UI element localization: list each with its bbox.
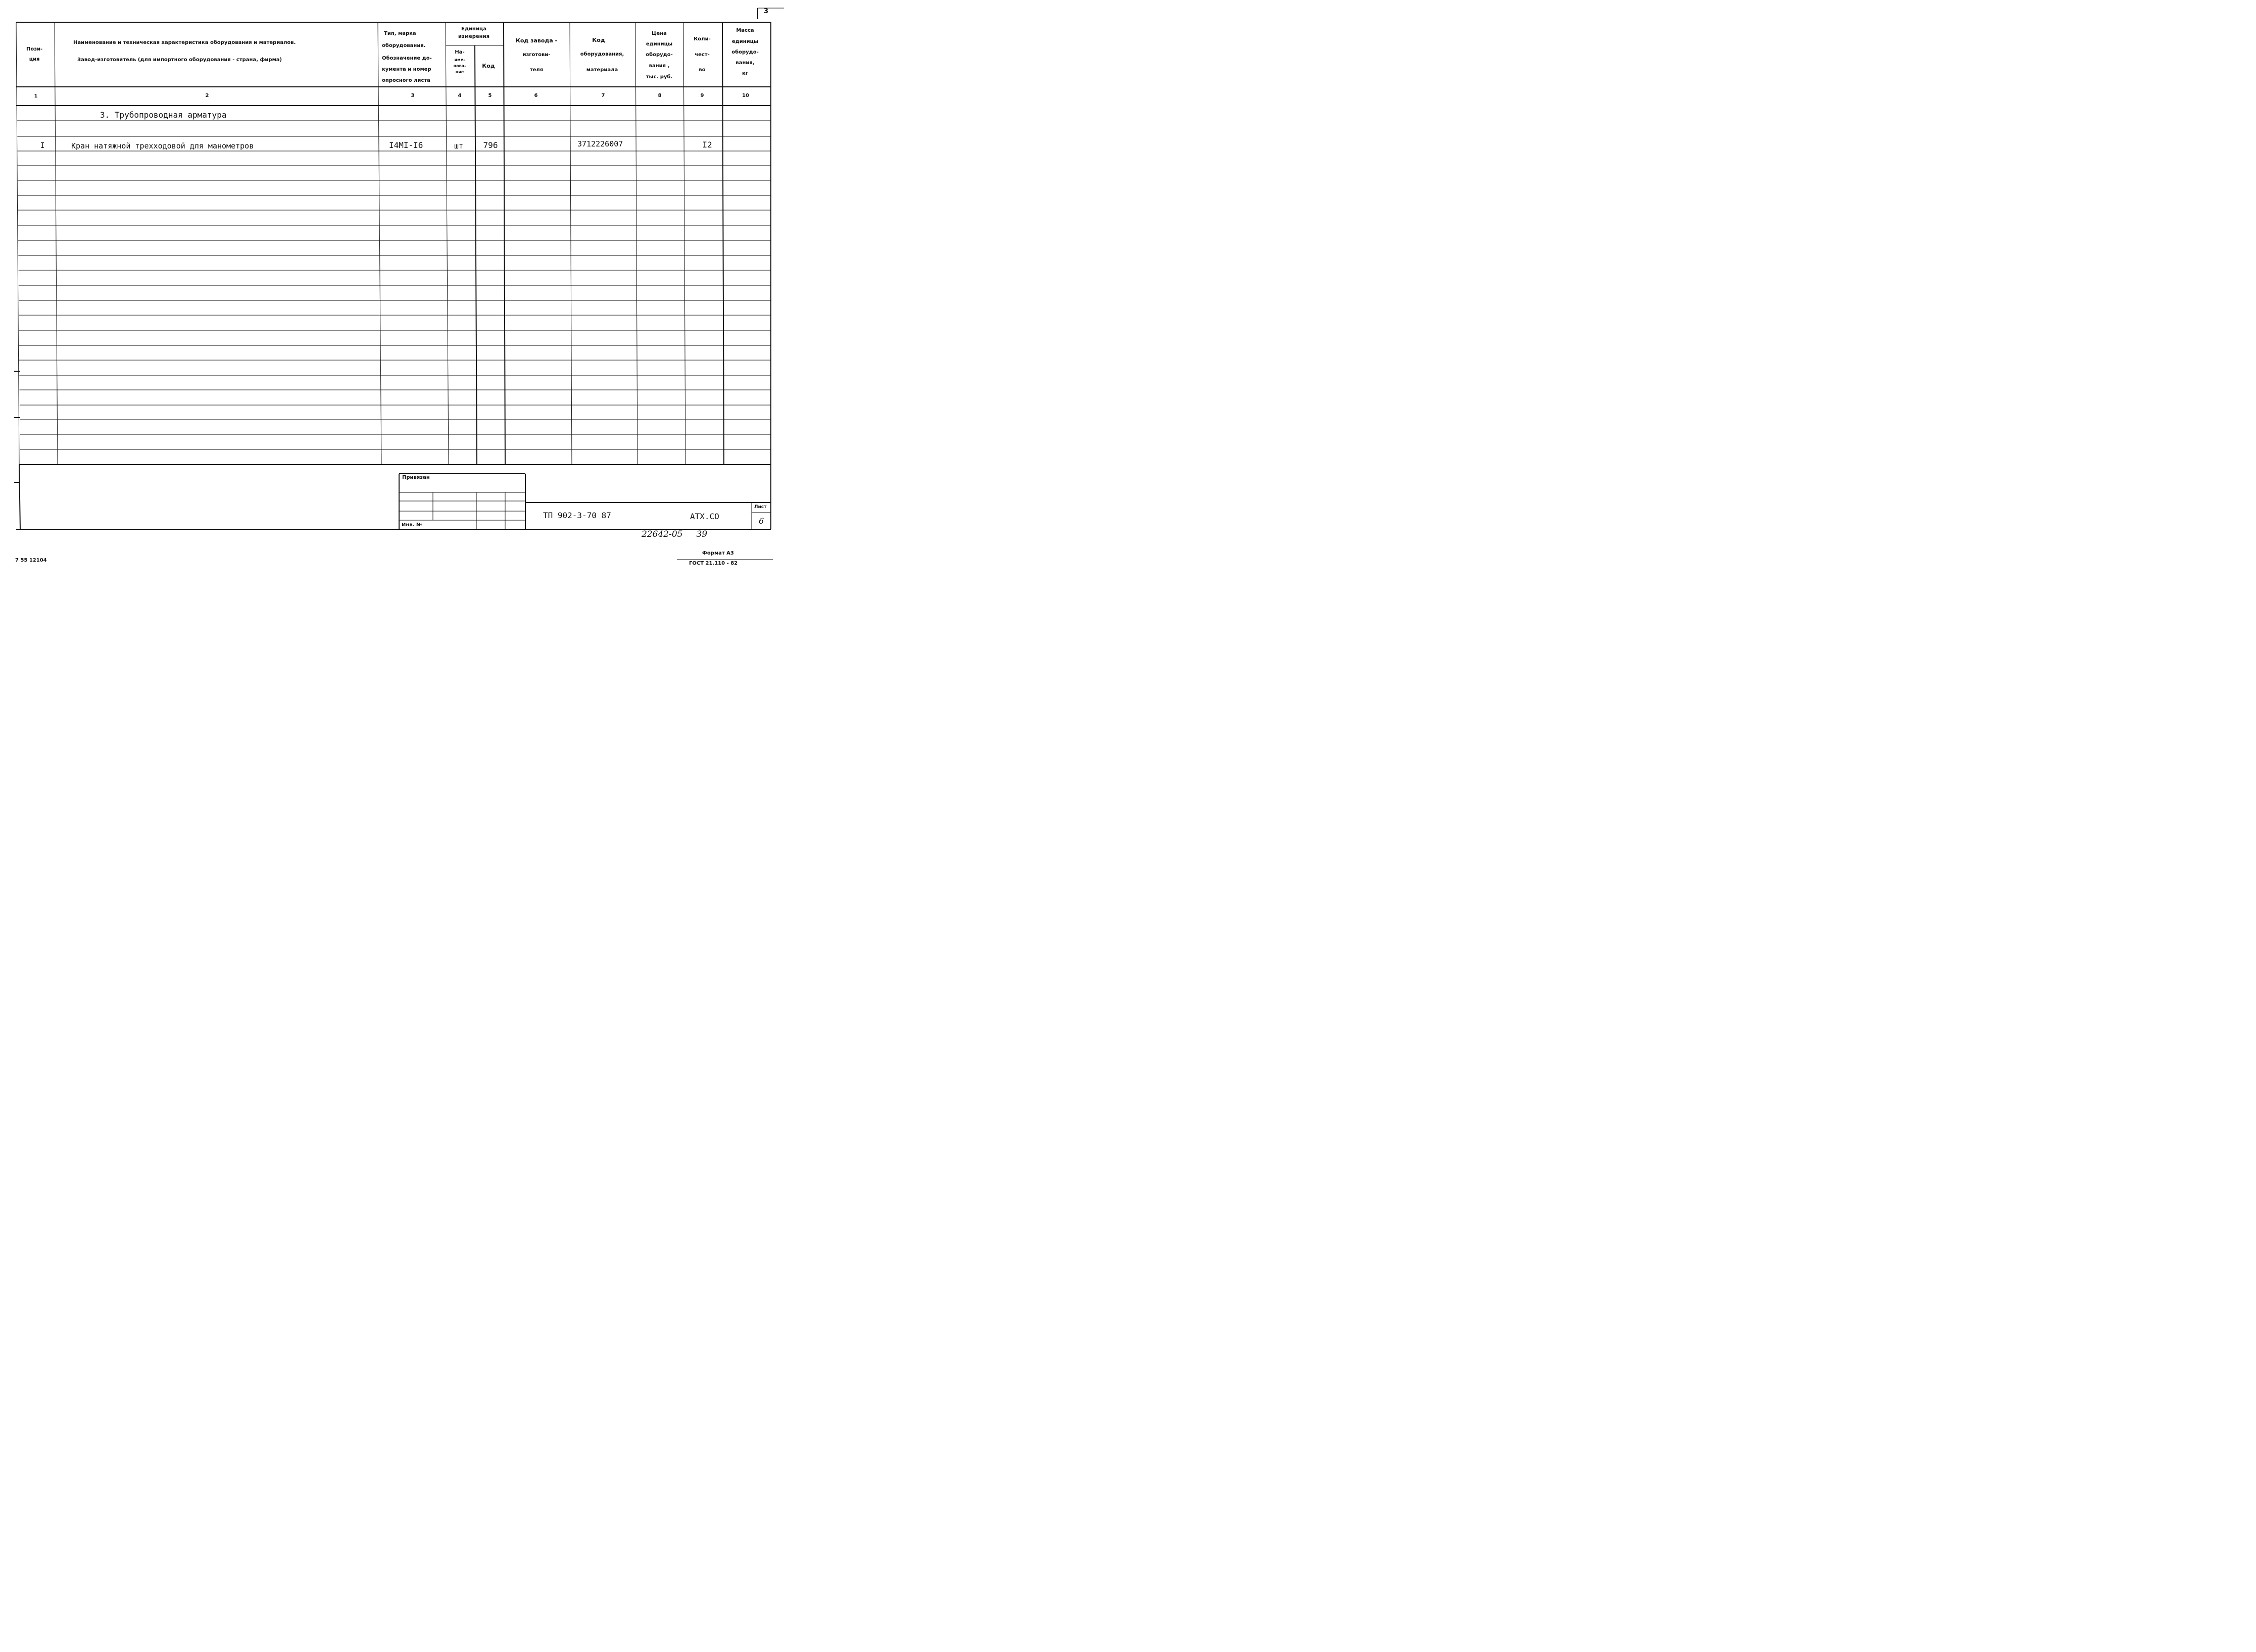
header-equipment-code-line2: оборудования, [580, 52, 624, 57]
header-type-line1: Тип, марка [384, 31, 416, 36]
column-line [55, 22, 58, 465]
header-unit-group-line1: Единица [461, 26, 486, 32]
header-position: Пози- ция [26, 46, 43, 62]
header-unit-code: Код [482, 63, 495, 69]
header-type-line2: оборудования. [382, 43, 426, 48]
table-grid [0, 0, 784, 570]
header-price-line2: единицы [646, 41, 673, 47]
header-unit-name-line2: име- [454, 58, 465, 62]
header-unit-name-line3: нова- [453, 64, 466, 68]
specification-sheet [0, 0, 784, 570]
column-line [635, 22, 637, 465]
header-price-line1: Цена [652, 31, 667, 36]
header-quantity-line3: во [699, 67, 706, 73]
row-unit-name: шт [454, 141, 464, 151]
col-number-10: 10 [742, 93, 749, 98]
header-name-line1: Наименование и техническая характеристика оборудования и материалов. [73, 40, 296, 45]
header-price-line5: тыс. руб. [646, 74, 673, 80]
footer-gost: ГОСТ 21.110 - 82 [689, 561, 738, 566]
handwritten-number: 22642-05 39 [642, 529, 708, 539]
col-number-9: 9 [700, 93, 704, 98]
stamp-document-mark: АТХ.СО [690, 512, 719, 521]
header-type-line3: Обозначение до- [382, 56, 432, 61]
stamp-sheet-number: 6 [759, 516, 764, 526]
header-type-line4: кумента и номер [382, 67, 431, 72]
header-mass-line5: кг [742, 71, 749, 76]
column-line [475, 45, 477, 465]
stamp-document-code: ТП 902-3-70 87 [543, 511, 611, 520]
column-line [570, 22, 572, 465]
left-border [19, 465, 20, 529]
header-manufacturer-line3: теля [529, 67, 544, 73]
row-name: Кран натяжной трехходовой для манометров [71, 141, 254, 151]
row-unit-code: 796 [483, 140, 498, 150]
header-price-line4: вания , [649, 63, 670, 69]
header-equipment-code-line1: Код [592, 37, 605, 43]
col-number-5: 5 [488, 93, 492, 98]
col-number-2: 2 [205, 93, 209, 98]
header-manufacturer-line1: Код завода - [515, 37, 558, 44]
col-number-8: 8 [658, 93, 662, 98]
header-mass-line3: оборудо- [731, 49, 759, 55]
page-tag: 3 [764, 8, 769, 15]
header-quantity-line2: чест- [695, 52, 710, 58]
header-mass-line1: Масса [736, 28, 754, 33]
header-equipment-code-line3: материала [586, 67, 618, 73]
header-name-line2: Завод-изготовитель (для импортного оборудования - страна, фирма) [77, 57, 282, 63]
header-unit-name-line1: На- [455, 49, 465, 55]
col-number-7: 7 [601, 93, 605, 98]
header-price-line3: оборудо- [646, 52, 673, 58]
row-type: I4MI-I6 [389, 140, 423, 150]
column-line [722, 22, 724, 465]
stamp-inv-no-label: Инв. № [402, 522, 422, 528]
header-type-line5: опросного листа [382, 78, 430, 83]
col-number-4: 4 [458, 93, 462, 98]
footer-format: Формат А3 [702, 550, 734, 556]
header-mass-line4: вания, [735, 60, 755, 66]
column-line [16, 22, 19, 465]
header-unit-name-line4: ние [455, 70, 464, 74]
header-manufacturer-line2: изготови- [522, 52, 551, 58]
column-line [378, 22, 381, 465]
section-title: 3. Трубопроводная арматура [100, 110, 227, 120]
stamp-privyazan-label: Привязан [402, 475, 430, 480]
col-number-6: 6 [534, 93, 538, 98]
column-line [446, 22, 449, 465]
column-line [683, 22, 685, 465]
col-number-1: 1 [34, 93, 38, 99]
header-unit-group-line2: измерения [458, 34, 490, 39]
row-equipment-code: 3712226007 [577, 139, 623, 148]
column-line [504, 22, 505, 465]
stamp-sheet-label: Лист [754, 505, 767, 510]
footer-left-code: 7 55 12104 [15, 558, 47, 563]
header-quantity-line1: Коли- [694, 36, 711, 42]
header-mass-line2: единицы [731, 39, 759, 44]
row-quantity: I2 [702, 140, 712, 149]
row-position: I [40, 141, 45, 150]
col-number-3: 3 [411, 93, 415, 98]
